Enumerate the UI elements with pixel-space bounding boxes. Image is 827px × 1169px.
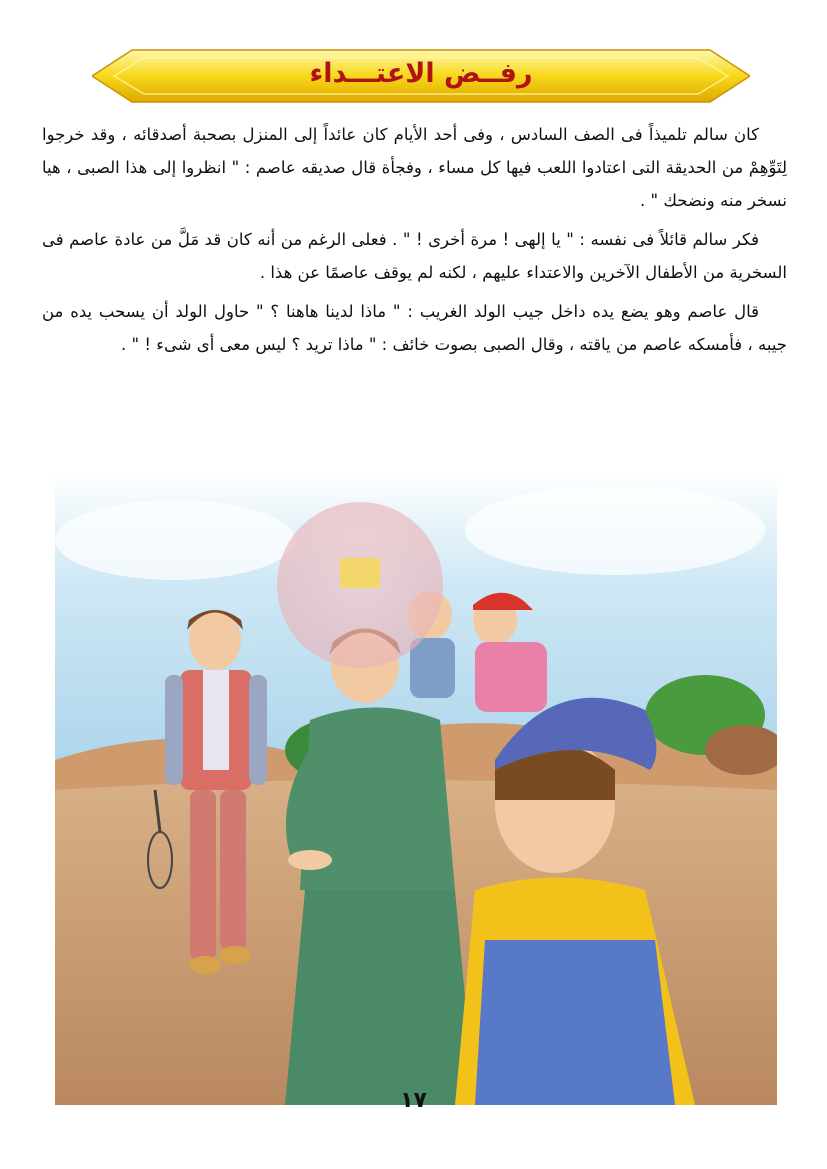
paragraph-2: فكر سالم قائلاً فى نفسه : " يا إلهى ! مرة أخرى ! " . فعلى الرغم من أنه كان قد مَلَّ من عادة عاصم فى السخرية من الأطفال الآخرين والاعتداء عليهم ، لكنه لم يوقف عاصمًا عن هذا . xyxy=(42,230,787,282)
page-title: رفــض الاعتـــداء xyxy=(309,58,533,89)
title-banner xyxy=(92,44,750,108)
story-text xyxy=(42,118,787,367)
paragraph-3: قال عاصم وهو يضع يده داخل جيب الولد الغريب : " ماذا لدينا هاهنا ؟ " حاول الولد أن يسحب يده من جيبه ، فأمسكه عاصم من ياقته ، وقال الصبى بصوت خائف : " ماذا تريد ؟ ليس معى أى شىء ! " . xyxy=(42,302,787,354)
paragraph-1: كان سالم تلميذاً فى الصف السادس ، وفى أحد الأيام كان عائداً إلى المنزل بصحبة أصدقائه ، وقد خرجوا لِتَوِّهِمْ من الحديقة التى اعتادوا اللعب فيها كل مساء ، وفجأة قال صديقه عاصم : " انظروا إلى هذا الصبى ، هيا نسخر منه ونضحك " . xyxy=(42,125,787,210)
book-icon xyxy=(340,558,380,588)
page-number: ١٧ xyxy=(400,1088,427,1113)
story-illustration xyxy=(55,470,777,1105)
illustration-scene xyxy=(55,470,777,1105)
